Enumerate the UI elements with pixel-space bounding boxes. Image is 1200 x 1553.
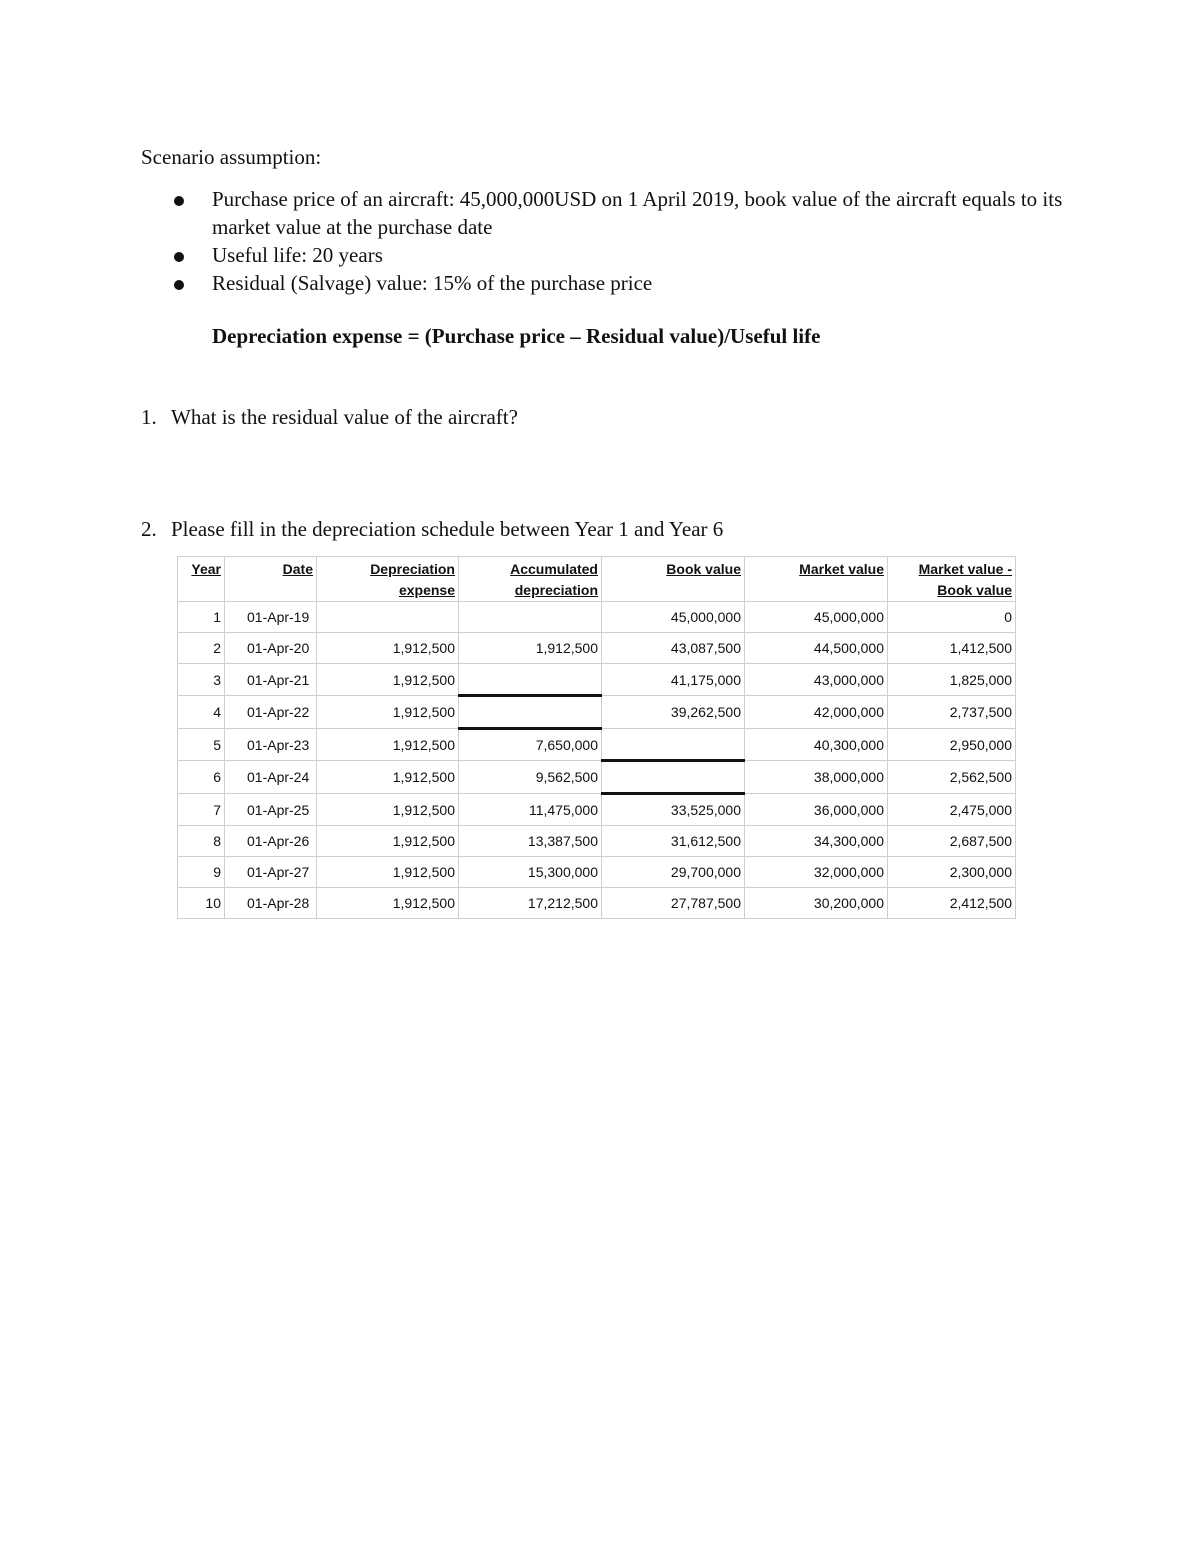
cell-market-value: 42,000,000 (745, 696, 888, 729)
assumption-residual-value: Residual (Salvage) value: 15% of the purchase price (212, 269, 1072, 297)
blank-answer-cell[interactable] (602, 729, 745, 761)
assumption-list (212, 185, 1072, 297)
cell-date: 01-Apr-19 (225, 602, 317, 633)
table-row (178, 633, 1016, 664)
cell-year: 3 (178, 664, 225, 696)
cell-market-minus-book: 2,737,500 (888, 696, 1016, 729)
cell-depreciation-expense: 1,912,500 (317, 696, 459, 729)
cell-date: 01-Apr-20 (225, 633, 317, 664)
cell-depreciation-expense: 1,912,500 (317, 761, 459, 794)
question-1-text: What is the residual value of the aircraft? (171, 405, 518, 429)
table-row (178, 761, 1016, 794)
header-year: Year (178, 557, 225, 602)
cell-book-value: 43,087,500 (602, 633, 745, 664)
cell-accumulated-depreciation (459, 602, 602, 633)
cell-accumulated-depreciation: 11,475,000 (459, 794, 602, 826)
cell-market-value: 36,000,000 (745, 794, 888, 826)
cell-depreciation-expense: 1,912,500 (317, 729, 459, 761)
table-header-row (178, 557, 1016, 602)
depreciation-schedule-table (177, 556, 1016, 919)
cell-accumulated-depreciation: 1,912,500 (459, 633, 602, 664)
question-2-text: Please fill in the depreciation schedule between Year 1 and Year 6 (171, 517, 724, 541)
question-1-number: 1. (141, 405, 157, 429)
cell-accumulated-depreciation: 7,650,000 (459, 729, 602, 761)
assumption-useful-life: Useful life: 20 years (212, 241, 1072, 269)
cell-market-value: 43,000,000 (745, 664, 888, 696)
cell-market-value: 45,000,000 (745, 602, 888, 633)
cell-date: 01-Apr-24 (225, 761, 317, 794)
cell-depreciation-expense: 1,912,500 (317, 794, 459, 826)
header-book-value: Book value (602, 557, 745, 602)
cell-date: 01-Apr-23 (225, 729, 317, 761)
blank-answer-cell[interactable] (602, 761, 745, 794)
cell-date: 01-Apr-27 (225, 857, 317, 888)
cell-market-minus-book: 0 (888, 602, 1016, 633)
table-row (178, 826, 1016, 857)
question-1 (141, 405, 518, 430)
cell-market-minus-book: 1,412,500 (888, 633, 1016, 664)
cell-date: 01-Apr-21 (225, 664, 317, 696)
cell-year: 2 (178, 633, 225, 664)
cell-book-value: 41,175,000 (602, 664, 745, 696)
cell-year: 4 (178, 696, 225, 729)
table-row (178, 857, 1016, 888)
cell-year: 6 (178, 761, 225, 794)
table-row (178, 888, 1016, 919)
cell-market-minus-book: 2,475,000 (888, 794, 1016, 826)
assumption-purchase-price: Purchase price of an aircraft: 45,000,000USD on 1 April 2019, book value of the aircraft equals to its market value at the purchase date (212, 185, 1072, 241)
cell-book-value: 39,262,500 (602, 696, 745, 729)
header-market-minus-book: Market value - Book value (888, 557, 1016, 602)
cell-market-minus-book: 2,687,500 (888, 826, 1016, 857)
bullet-icon (174, 196, 184, 206)
header-depreciation-expense: Depreciation expense (317, 557, 459, 602)
cell-depreciation-expense: 1,912,500 (317, 633, 459, 664)
header-date: Date (225, 557, 317, 602)
table-row (178, 696, 1016, 729)
cell-accumulated-depreciation: 17,212,500 (459, 888, 602, 919)
cell-market-minus-book: 1,825,000 (888, 664, 1016, 696)
question-2 (141, 517, 723, 542)
cell-market-value: 44,500,000 (745, 633, 888, 664)
cell-accumulated-depreciation: 9,562,500 (459, 761, 602, 794)
cell-market-minus-book: 2,412,500 (888, 888, 1016, 919)
cell-year: 8 (178, 826, 225, 857)
cell-year: 10 (178, 888, 225, 919)
cell-depreciation-expense: 1,912,500 (317, 857, 459, 888)
cell-year: 5 (178, 729, 225, 761)
cell-book-value: 45,000,000 (602, 602, 745, 633)
cell-date: 01-Apr-25 (225, 794, 317, 826)
cell-market-value: 34,300,000 (745, 826, 888, 857)
cell-date: 01-Apr-28 (225, 888, 317, 919)
bullet-icon (174, 280, 184, 290)
cell-market-value: 32,000,000 (745, 857, 888, 888)
cell-market-minus-book: 2,562,500 (888, 761, 1016, 794)
cell-depreciation-expense: 1,912,500 (317, 888, 459, 919)
cell-book-value: 29,700,000 (602, 857, 745, 888)
cell-date: 01-Apr-22 (225, 696, 317, 729)
header-accumulated-depreciation: Accumulated depreciation (459, 557, 602, 602)
cell-year: 1 (178, 602, 225, 633)
question-2-number: 2. (141, 517, 157, 541)
cell-market-minus-book: 2,950,000 (888, 729, 1016, 761)
bullet-icon (174, 252, 184, 262)
scenario-heading: Scenario assumption: (141, 145, 322, 169)
cell-market-value: 38,000,000 (745, 761, 888, 794)
table-row (178, 664, 1016, 696)
blank-answer-cell[interactable] (459, 664, 602, 696)
cell-book-value: 27,787,500 (602, 888, 745, 919)
cell-accumulated-depreciation: 13,387,500 (459, 826, 602, 857)
cell-date: 01-Apr-26 (225, 826, 317, 857)
depreciation-formula: Depreciation expense = (Purchase price – Residual value)/Useful life (212, 324, 821, 348)
cell-market-minus-book: 2,300,000 (888, 857, 1016, 888)
cell-book-value: 33,525,000 (602, 794, 745, 826)
cell-book-value: 31,612,500 (602, 826, 745, 857)
cell-market-value: 40,300,000 (745, 729, 888, 761)
cell-depreciation-expense (317, 602, 459, 633)
cell-year: 9 (178, 857, 225, 888)
header-market-value: Market value (745, 557, 888, 602)
cell-year: 7 (178, 794, 225, 826)
blank-answer-cell[interactable] (459, 696, 602, 729)
table-row (178, 602, 1016, 633)
cell-depreciation-expense: 1,912,500 (317, 826, 459, 857)
cell-market-value: 30,200,000 (745, 888, 888, 919)
table-row (178, 794, 1016, 826)
table-row (178, 729, 1016, 761)
cell-accumulated-depreciation: 15,300,000 (459, 857, 602, 888)
cell-depreciation-expense: 1,912,500 (317, 664, 459, 696)
